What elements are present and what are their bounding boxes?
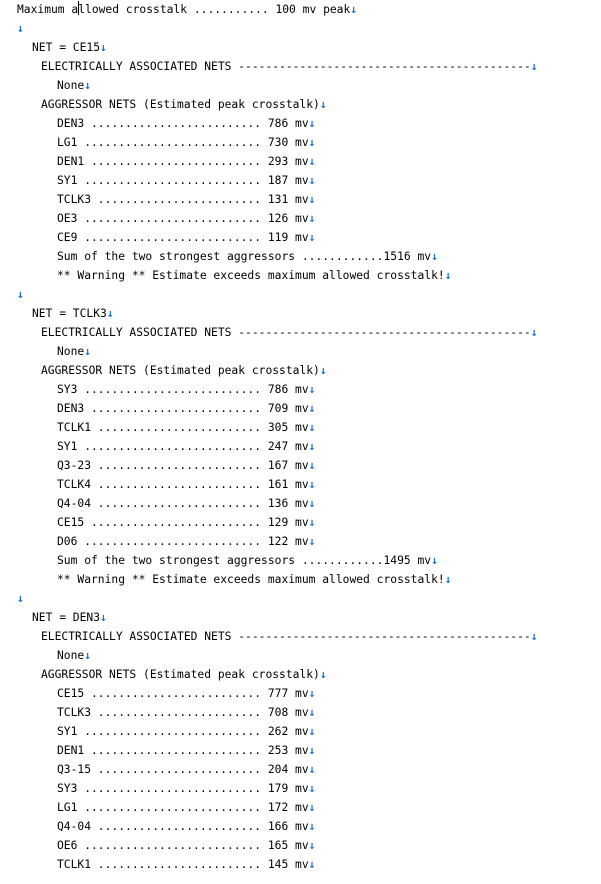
aggressor-row: [17, 152, 538, 171]
aggressor-row-text: DEN3 ......................... 786 mv: [57, 117, 309, 130]
aggressor-row: [17, 760, 538, 779]
paragraph-mark-icon: ↓: [308, 839, 316, 852]
aggressor-row-text: D06 .......................... 122 mv: [57, 535, 309, 548]
aggressor-row-text: SY3 .......................... 786 mv: [57, 383, 309, 396]
aggressor-nets-header: [17, 361, 538, 380]
associated-nets-value: [17, 646, 538, 665]
aggressor-row: [17, 114, 538, 133]
paragraph-mark-icon: ↓: [444, 573, 452, 586]
aggressor-row: [17, 836, 538, 855]
aggressor-row: [17, 190, 538, 209]
aggressor-nets-header-text: AGGRESSOR NETS (Estimated peak crosstalk): [41, 98, 320, 111]
aggressor-row-text: DEN1 ......................... 293 mv: [57, 155, 309, 168]
paragraph-mark-icon: ↓: [308, 744, 316, 757]
paragraph-mark-icon: ↓: [17, 22, 24, 35]
aggressor-row: [17, 494, 538, 513]
aggressor-row: [17, 817, 538, 836]
paragraph-mark-icon: ↓: [308, 231, 316, 244]
aggressor-row: [17, 855, 538, 874]
aggressor-row: [17, 684, 538, 703]
paragraph-mark-icon: ↓: [319, 364, 327, 377]
paragraph-mark-icon: ↓: [308, 383, 316, 396]
paragraph-mark-icon: ↓: [100, 41, 107, 54]
aggressor-row: [17, 513, 538, 532]
net-label-text: NET = TCLK3: [32, 307, 107, 320]
paragraph-mark-icon: ↓: [308, 497, 316, 510]
aggressor-row-text: LG1 .......................... 172 mv: [57, 801, 309, 814]
paragraph-mark-icon: ↓: [84, 79, 92, 92]
paragraph-mark-icon: ↓: [319, 98, 327, 111]
aggressor-row-text: Q3-23 ........................ 167 mv: [57, 459, 309, 472]
aggressor-row: [17, 133, 538, 152]
associated-nets-value-text: None: [57, 649, 85, 662]
associated-nets-header-text: ELECTRICALLY ASSOCIATED NETS -------------------------------------------: [41, 60, 531, 73]
aggressor-row-text: LG1 .......................... 730 mv: [57, 136, 309, 149]
blank-line: [17, 19, 538, 38]
sum-line: [17, 247, 538, 266]
warning-line-text: ** Warning ** Estimate exceeds maximum allowed crosstalk!: [57, 573, 445, 586]
paragraph-mark-icon: ↓: [308, 136, 316, 149]
paragraph-mark-icon: ↓: [17, 288, 24, 301]
max-crosstalk-text-a: Maximum a: [17, 3, 79, 16]
paragraph-mark-icon: ↓: [308, 820, 316, 833]
paragraph-mark-icon: ↓: [319, 668, 327, 681]
associated-nets-value-text: None: [57, 79, 85, 92]
associated-nets-header-text: ELECTRICALLY ASSOCIATED NETS -------------------------------------------: [41, 326, 531, 339]
warning-line-text: ** Warning ** Estimate exceeds maximum allowed crosstalk!: [57, 269, 445, 282]
aggressor-row-text: CE15 ......................... 777 mv: [57, 687, 309, 700]
paragraph-mark-icon: ↓: [308, 516, 316, 529]
paragraph-mark-icon: ↓: [444, 269, 452, 282]
paragraph-mark-icon: ↓: [308, 212, 316, 225]
paragraph-mark-icon: ↓: [308, 193, 316, 206]
associated-nets-value: [17, 342, 538, 361]
paragraph-mark-icon: ↓: [308, 687, 316, 700]
net-label: [17, 608, 538, 627]
aggressor-row-text: CE15 ......................... 129 mv: [57, 516, 309, 529]
blank-line: [17, 589, 538, 608]
paragraph-mark-icon: ↓: [308, 535, 316, 548]
aggressor-row-text: TCLK1 ........................ 305 mv: [57, 421, 309, 434]
aggressor-row: [17, 437, 538, 456]
paragraph-mark-icon: ↓: [530, 60, 538, 73]
aggressor-row-text: DEN3 ......................... 709 mv: [57, 402, 309, 415]
aggressor-row: [17, 532, 538, 551]
aggressor-row-text: SY1 .......................... 187 mv: [57, 174, 309, 187]
aggressor-row: [17, 703, 538, 722]
associated-nets-value: [17, 76, 538, 95]
aggressor-row: [17, 722, 538, 741]
aggressor-row-text: CE9 .......................... 119 mv: [57, 231, 309, 244]
paragraph-mark-icon: ↓: [308, 858, 316, 871]
paragraph-mark-icon: ↓: [84, 345, 92, 358]
aggressor-row-text: SY3 .......................... 179 mv: [57, 782, 309, 795]
paragraph-mark-icon: ↓: [308, 782, 316, 795]
aggressor-row-text: Q4-04 ........................ 136 mv: [57, 497, 309, 510]
paragraph-mark-icon: ↓: [308, 706, 316, 719]
aggressor-row-text: TCLK4 ........................ 161 mv: [57, 478, 309, 491]
paragraph-mark-icon: ↓: [308, 155, 316, 168]
aggressor-row-text: Q4-04 ........................ 166 mv: [57, 820, 309, 833]
paragraph-mark-icon: ↓: [308, 402, 316, 415]
document-body[interactable]: [17, 0, 538, 874]
paragraph-mark-icon: ↓: [106, 307, 114, 320]
associated-nets-value-text: None: [57, 345, 85, 358]
aggressor-row: [17, 741, 538, 760]
paragraph-mark-icon: ↓: [431, 554, 438, 567]
aggressor-row-text: TCLK3 ........................ 708 mv: [57, 706, 309, 719]
aggressor-row-text: TCLK1 ........................ 145 mv: [57, 858, 309, 871]
aggressor-row: [17, 779, 538, 798]
sum-line: [17, 551, 538, 570]
paragraph-mark-icon: ↓: [431, 250, 438, 263]
aggressor-row: [17, 171, 538, 190]
paragraph-mark-icon: ↓: [308, 763, 316, 776]
paragraph-mark-icon: ↓: [100, 611, 107, 624]
paragraph-mark-icon: ↓: [350, 3, 358, 16]
aggressor-nets-header: [17, 665, 538, 684]
paragraph-mark-icon: ↓: [308, 440, 316, 453]
paragraph-mark-icon: ↓: [530, 630, 538, 643]
aggressor-row: [17, 456, 538, 475]
paragraph-mark-icon: ↓: [17, 592, 24, 605]
aggressor-row: [17, 418, 538, 437]
net-label: [17, 304, 538, 323]
aggressor-row: [17, 380, 538, 399]
aggressor-row: [17, 228, 538, 247]
blank-line: [17, 285, 538, 304]
net-label: [17, 38, 538, 57]
warning-line: [17, 570, 538, 589]
aggressor-nets-header-text: AGGRESSOR NETS (Estimated peak crosstalk): [41, 364, 320, 377]
aggressor-nets-header: [17, 95, 538, 114]
paragraph-mark-icon: ↓: [308, 174, 316, 187]
aggressor-row-text: OE6 .......................... 165 mv: [57, 839, 309, 852]
associated-nets-header: [17, 57, 538, 76]
paragraph-mark-icon: ↓: [308, 459, 316, 472]
associated-nets-header: [17, 323, 538, 342]
aggressor-row-text: DEN1 ......................... 253 mv: [57, 744, 309, 757]
paragraph-mark-icon: ↓: [308, 421, 316, 434]
net-label-text: NET = DEN3: [32, 611, 101, 624]
aggressor-row: [17, 209, 538, 228]
sum-line-text: Sum of the two strongest aggressors ............1495 mv: [57, 554, 432, 567]
max-crosstalk-text-b: llowed crosstalk ........... 100 mv peak: [78, 3, 351, 16]
aggressor-row-text: TCLK3 ........................ 131 mv: [57, 193, 309, 206]
paragraph-mark-icon: ↓: [308, 725, 316, 738]
max-crosstalk-line: [17, 0, 538, 19]
warning-line: [17, 266, 538, 285]
paragraph-mark-icon: ↓: [530, 326, 538, 339]
associated-nets-header-text: ELECTRICALLY ASSOCIATED NETS -------------------------------------------: [41, 630, 531, 643]
aggressor-nets-header-text: AGGRESSOR NETS (Estimated peak crosstalk): [41, 668, 320, 681]
aggressor-row-text: OE3 .......................... 126 mv: [57, 212, 309, 225]
aggressor-row: [17, 475, 538, 494]
aggressor-row-text: Q3-15 ........................ 204 mv: [57, 763, 309, 776]
paragraph-mark-icon: ↓: [308, 117, 316, 130]
net-label-text: NET = CE15: [32, 41, 101, 54]
aggressor-row-text: SY1 .......................... 262 mv: [57, 725, 309, 738]
paragraph-mark-icon: ↓: [308, 801, 316, 814]
aggressor-row: [17, 399, 538, 418]
aggressor-row: [17, 798, 538, 817]
paragraph-mark-icon: ↓: [84, 649, 92, 662]
paragraph-mark-icon: ↓: [308, 478, 316, 491]
aggressor-row-text: SY1 .......................... 247 mv: [57, 440, 309, 453]
sum-line-text: Sum of the two strongest aggressors ............1516 mv: [57, 250, 432, 263]
associated-nets-header: [17, 627, 538, 646]
